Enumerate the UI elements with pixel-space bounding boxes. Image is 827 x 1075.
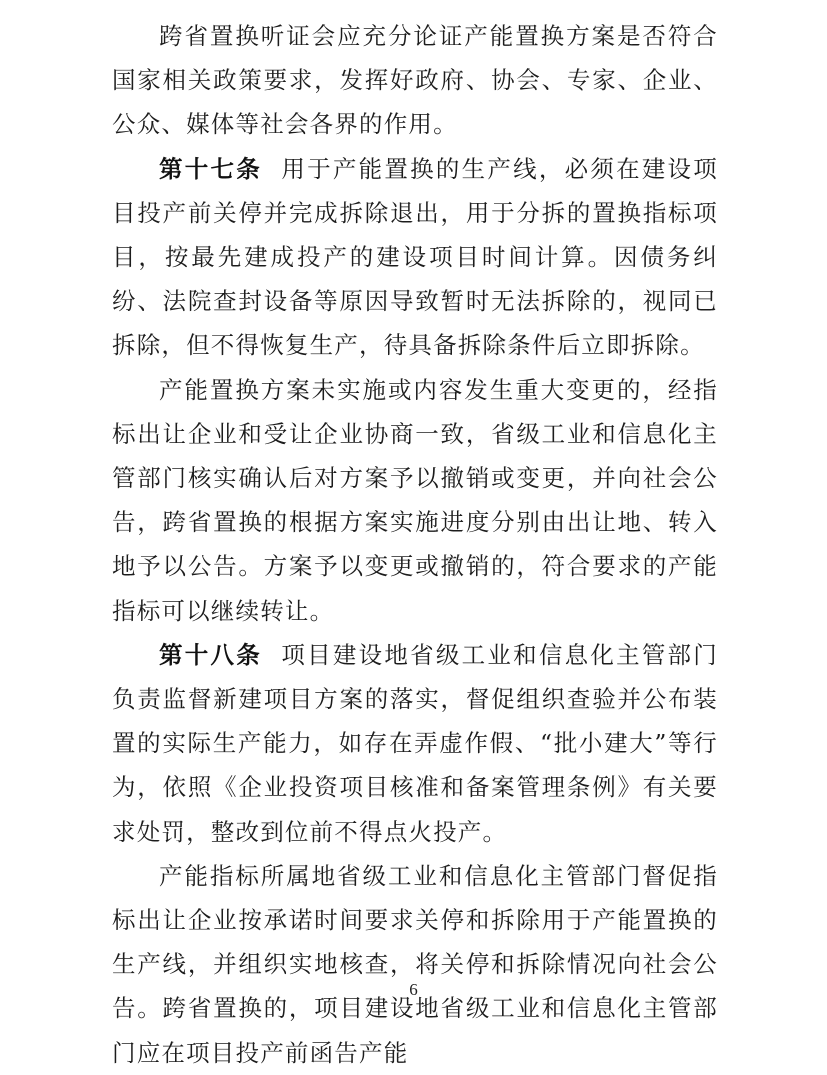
page-number: 6 bbox=[409, 980, 418, 999]
article-heading: 第十八条 bbox=[159, 640, 262, 669]
paragraph-article-17 bbox=[112, 147, 718, 368]
paragraph-text: 跨省置换听证会应充分论证产能置换方案是否符合国家相关政策要求，发挥好政府、协会、专家、企业、公众、媒体等社会各界的作用。 bbox=[112, 22, 718, 139]
document-body bbox=[112, 14, 718, 1075]
paragraph-capacity-indicator bbox=[112, 854, 718, 1075]
paragraph-text: 用于产能置换的生产线，必须在建设项目投产前关停并完成拆除退出，用于分拆的置换指标项目，按最先建成投产的建设项目时间计算。因债务纠纷、法院查封设备等原因导致暂时无法拆除的，视同已拆除，但不得恢复生产，待具备拆除条件后立即拆除。 bbox=[112, 154, 719, 360]
paragraph-article-18 bbox=[112, 633, 718, 854]
paragraph-text: 产能置换方案未实施或内容发生重大变更的，经指标出让企业和受让企业协商一致，省级工业和信息化主管部门核实确认后对方案予以撤销或变更，并向社会公告，跨省置换的根据方案实施进度分别由出让地、转入地予以公告。方案予以变更或撤销的，符合要求的产能指标可以继续转让。 bbox=[112, 375, 718, 625]
paragraph-text: 产能指标所属地省级工业和信息化主管部门督促指标出让企业按承诺时间要求关停和拆除用于产能置换的生产线，并组织实地核查，将关停和拆除情况向社会公告。跨省置换的，项目建设地省级工业和信息化主管部门应在项目投产前函告产能 bbox=[112, 861, 718, 1067]
paragraph-plan-change bbox=[112, 368, 718, 633]
paragraph-hearing bbox=[112, 14, 718, 147]
article-heading: 第十七条 bbox=[159, 154, 262, 183]
paragraph-text: 项目建设地省级工业和信息化主管部门负责监督新建项目方案的落实，督促组织查验并公布装置的实际生产能力，如存在弄虚作假、“批小建大”等行为，依照《企业投资项目核准和备案管理条例》有关要求处罚，整改到位前不得点火投产。 bbox=[112, 640, 719, 846]
